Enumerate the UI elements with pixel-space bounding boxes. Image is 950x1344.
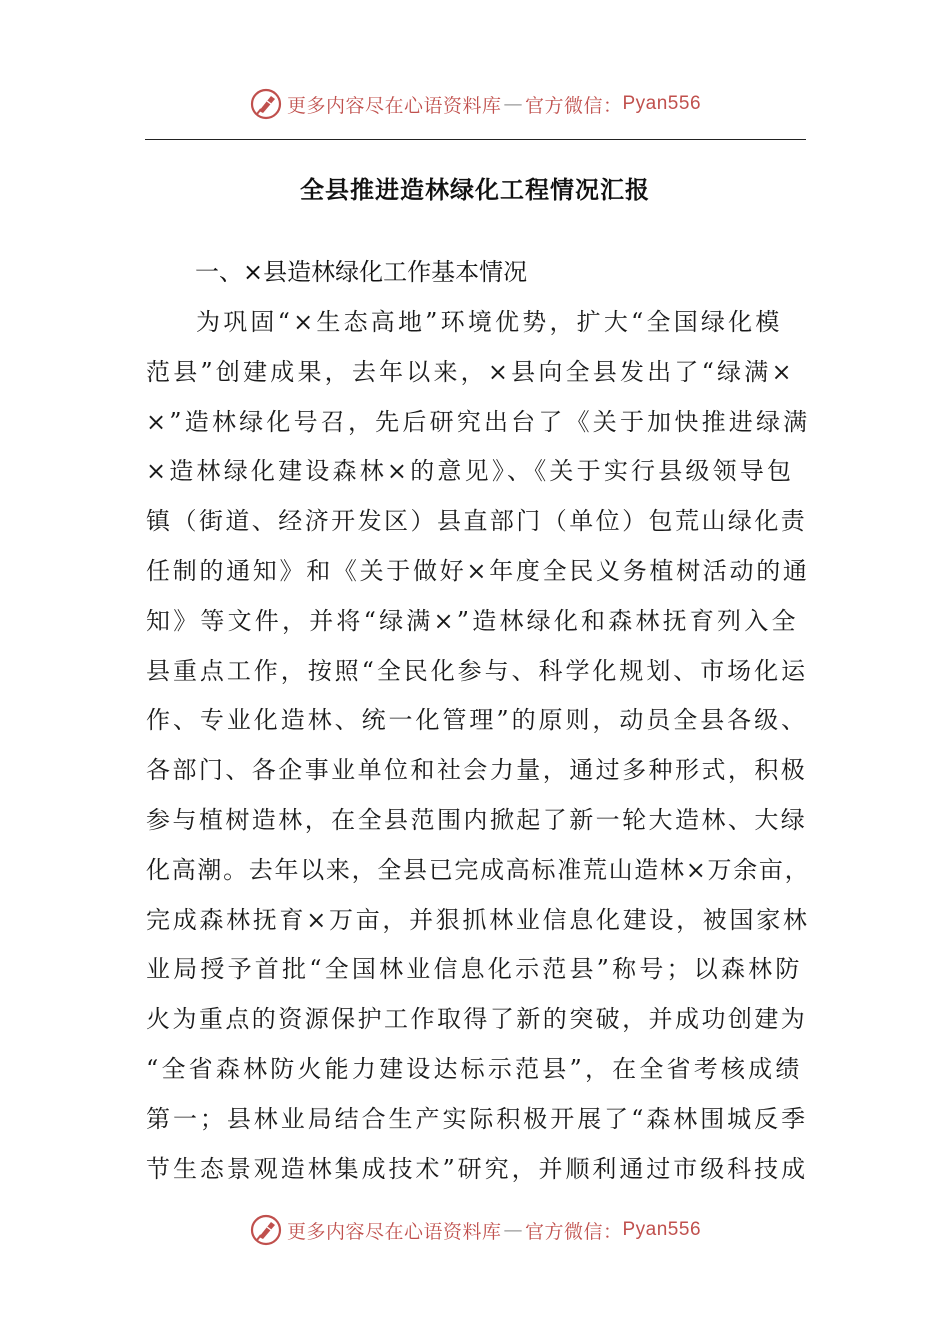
quill-logo-icon (249, 87, 283, 121)
body-line: 化高潮。去年以来，全县已完成高标准荒山造林×万余亩， (146, 855, 811, 884)
body-line: 县重点工作，按照“全民化参与、科学化规划、市场化运 (146, 656, 809, 685)
body-line: 为巩固“×生态高地”环境优势，扩大“全国绿化模 (196, 308, 783, 336)
body-line: 范县”创建成果，去年以来，×县向全县发出了“绿满× (146, 357, 795, 386)
section-heading: 一、×县造林绿化工作基本情况 (195, 258, 528, 286)
watermark-text: 更多内容尽在心语资料库 (286, 94, 502, 117)
header-watermark (0, 84, 950, 124)
watermark-separator: — (503, 93, 523, 115)
body-paragraph (146, 298, 811, 1194)
watermark-separator: — (503, 1219, 523, 1241)
watermark-contact-id: Pyan556 (622, 93, 702, 114)
body-line: 各部门、各企事业单位和社会力量，通过多种形式，积极 (146, 756, 808, 785)
watermark-contact-label: 官方微信： (524, 1220, 623, 1243)
body-line: 知》等文件，并将“绿满×”造林绿化和森林抚育列入全 (146, 606, 799, 635)
watermark-contact-label: 官方微信： (524, 94, 623, 117)
watermark-contact-id: Pyan556 (622, 1219, 702, 1240)
body-line: 任制的通知》和《关于做好×年度全民义务植树活动的通 (146, 556, 810, 585)
body-line: 参与植树造林，在全县范围内掀起了新一轮大造林、大绿 (146, 805, 808, 834)
body-line: ×”造林绿化号召，先后研究出台了《关于加快推进绿满 (146, 407, 811, 436)
body-line: 节生态景观造林集成技术”研究，并顺利通过市级科技成 (146, 1154, 809, 1183)
document-title: 全县推进造林绿化工程情况汇报 (300, 176, 650, 204)
header-divider (145, 139, 806, 140)
watermark-text: 更多内容尽在心语资料库 (286, 1220, 502, 1243)
footer-watermark (0, 1210, 950, 1250)
body-line: 第一；县林业局结合生产实际积极开展了“森林围城反季 (146, 1104, 809, 1133)
body-line: 镇（街道、经济开发区）县直部门（单位）包荒山绿化责 (146, 507, 808, 536)
body-line: ×造林绿化建设森林×的意见》、《关于实行县级领导包 (146, 457, 795, 486)
body-line: “全省森林防火能力建设达标示范县”，在全省考核成绩 (146, 1054, 803, 1083)
quill-logo-icon (249, 1213, 283, 1247)
body-line: 业局授予首批“全国林业信息化示范县”称号；以森林防 (146, 955, 803, 984)
body-line: 火为重点的资源保护工作取得了新的突破，并成功创建为 (146, 1005, 808, 1034)
body-line: 作、专业化造林、统一化管理”的原则，动员全县各级、 (146, 706, 809, 735)
body-line: 完成森林抚育×万亩，并狠抓林业信息化建设，被国家林 (146, 905, 810, 934)
